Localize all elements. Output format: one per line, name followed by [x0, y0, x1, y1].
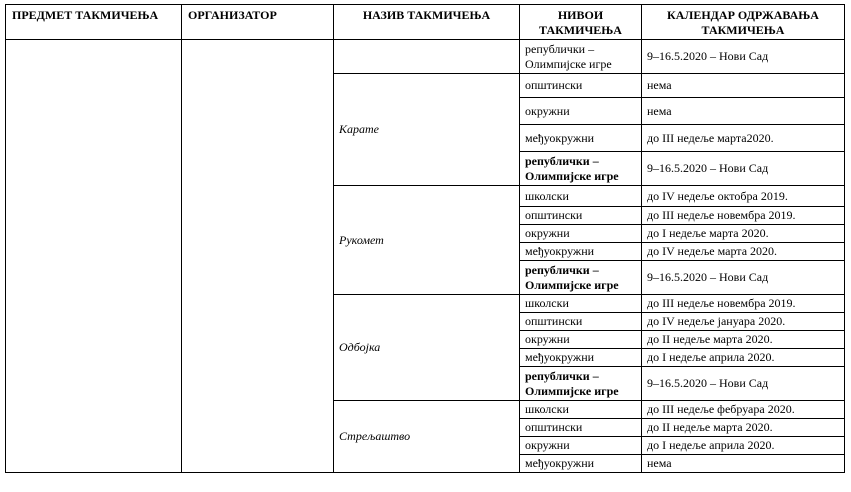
level-line-2: Олимпијске игре [525, 383, 619, 398]
header-level-line-1: НИВОИ [557, 8, 604, 22]
header-calendar-line-1: КАЛЕНДАР ОДРЖАВАЊА [667, 8, 819, 22]
header-level-line-2: ТАКМИЧЕЊА [539, 23, 622, 37]
date-cell: 9–16.5.2020 – Нови Сад [642, 367, 845, 401]
header-name: НАЗИВ ТАКМИЧЕЊА [334, 5, 520, 40]
level-cell [520, 261, 642, 295]
level-cell: окружни [520, 98, 642, 125]
date-cell: 9–16.5.2020 – Нови Сад [642, 152, 845, 186]
level-line-2: Олимпијске игре [525, 277, 619, 292]
date-cell: нема [642, 98, 845, 125]
table-row [6, 40, 845, 74]
level-cell: међуокружни [520, 349, 642, 367]
date-cell: до I недеље априла 2020. [642, 349, 845, 367]
level-cell: међуокружни [520, 125, 642, 152]
sport-name-streljastvo: Стрељаштво [334, 401, 520, 473]
date-cell: до III недеље фебруара 2020. [642, 401, 845, 419]
date-cell: до IV недеље јануара 2020. [642, 313, 845, 331]
level-cell: општински [520, 207, 642, 225]
subject-cell [6, 40, 182, 473]
date-cell: до III недеље новембра 2019. [642, 207, 845, 225]
level-cell: међуокружни [520, 455, 642, 473]
level-cell: школски [520, 401, 642, 419]
date-cell: нема [642, 455, 845, 473]
date-cell: до III недеље марта2020. [642, 125, 845, 152]
level-cell: окружни [520, 331, 642, 349]
date-cell: до I недеље априла 2020. [642, 437, 845, 455]
level-cell [520, 40, 642, 74]
level-cell [520, 152, 642, 186]
date-cell: до II недеље марта 2020. [642, 331, 845, 349]
level-line-2: Олимпијске игре [525, 168, 619, 183]
header-row [6, 5, 845, 40]
sport-name-odbojka: Одбојка [334, 295, 520, 401]
date-cell: до II недеље марта 2020. [642, 419, 845, 437]
date-cell: до IV недеље октобра 2019. [642, 186, 845, 207]
date-cell: до III недеље новембра 2019. [642, 295, 845, 313]
level-cell: школски [520, 295, 642, 313]
level-line-1: републички – [525, 262, 599, 277]
level-line-1: републички – [525, 153, 599, 168]
header-subject: ПРЕДМЕТ ТАКМИЧЕЊА [6, 5, 182, 40]
date-cell: до I недеље марта 2020. [642, 225, 845, 243]
level-line-1: републички – [525, 368, 599, 383]
sport-name-rukomet: Рукомет [334, 186, 520, 295]
header-level [520, 5, 642, 40]
header-calendar [642, 5, 845, 40]
header-organizer: ОРГАНИЗАТОР [182, 5, 334, 40]
date-cell: до IV недеље марта 2020. [642, 243, 845, 261]
date-cell: 9–16.5.2020 – Нови Сад [642, 40, 845, 74]
level-cell: општински [520, 313, 642, 331]
level-cell: општински [520, 419, 642, 437]
level-cell: школски [520, 186, 642, 207]
level-cell: окружни [520, 437, 642, 455]
name-cell-empty [334, 40, 520, 74]
organizer-cell [182, 40, 334, 473]
level-cell [520, 367, 642, 401]
header-calendar-line-2: ТАКМИЧЕЊА [701, 23, 785, 37]
level-cell: општински [520, 74, 642, 98]
competition-table [5, 4, 845, 473]
level-cell: међуокружни [520, 243, 642, 261]
level-line-2: Олимпијске игре [525, 56, 612, 71]
level-cell: окружни [520, 225, 642, 243]
sport-name-karate: Карате [334, 74, 520, 186]
level-line-1: републички – [525, 41, 595, 56]
date-cell: 9–16.5.2020 – Нови Сад [642, 261, 845, 295]
date-cell: нема [642, 74, 845, 98]
